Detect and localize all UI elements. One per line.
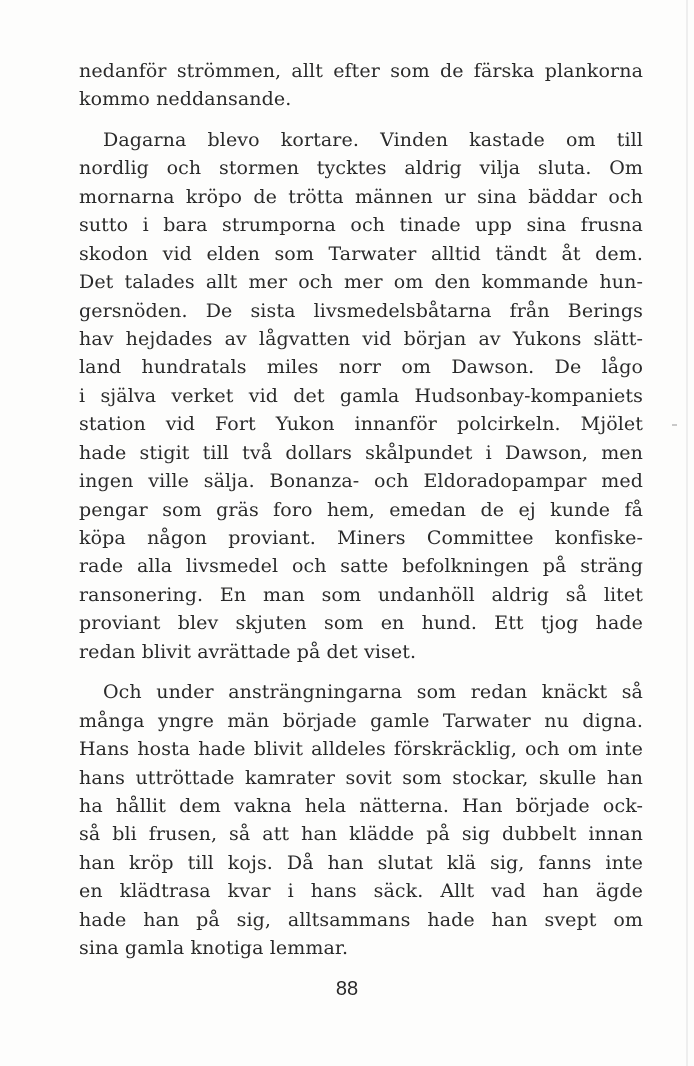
page-number: 88 [335,978,359,1000]
paragraph-1 [79,57,643,114]
text-line: Dagarna blevo kortare. Vinden kastade om till [103,128,643,151]
text-line: gersnöden. De sista livsmedelsbåtarna från Berings [79,299,643,322]
text-line: en klädtrasa kvar i hans säck. Allt vad han ägde [79,880,643,903]
text-line: station vid Fort Yukon innanför polcirkeln. Mjölet [79,413,643,436]
text-line: han kröp till kojs. Då han slutat klä sig, fanns inte [79,851,643,874]
text-line: hade han på sig, alltsammans hade han svept om [79,908,643,931]
text-line: hans uttröttade kamrater sovit som stockar, skulle han [79,766,643,789]
text-line: proviant blev skjuten som en hund. Ett tjog hade [79,612,643,635]
text-line: Det talades allt mer och mer om den kommande hun- [79,271,643,294]
text-line: hav hejdades av lågvatten vid början av Yukons slätt- [79,327,643,350]
body-text [79,57,643,963]
text-line: nedanför strömmen, allt efter som de färska plankorna [79,60,643,82]
text-line: kommo neddansande. [79,88,292,111]
text-line: mornarna kröpo de trötta männen ur sina bäddar och [79,185,643,208]
text-line: många yngre män började gamle Tarwater nu digna. [79,709,643,732]
paragraph-2 [79,126,643,666]
page-edge-shadow [686,0,688,1066]
text-line: i själva verket vid det gamla Hudsonbay-kompaniets [79,384,643,407]
text-line: sina gamla knotiga lemmar. [79,937,349,960]
text-line: köpa någon proviant. Miners Committee konfiske- [79,527,643,549]
text-line: rade alla livsmedel och satte befolkningen på sträng [79,555,643,578]
margin-mark [672,424,677,426]
paragraph-3 [79,678,643,962]
text-line: skodon vid elden som Tarwater alltid tändt åt dem. [79,242,643,265]
text-line: redan blivit avrättade på det viset. [79,640,417,663]
text-line: ingen ville sälja. Bonanza- och Eldoradopampar med [79,470,643,493]
text-line: land hundratals miles norr om Dawson. De lågo [79,356,643,379]
text-line: ransonering. En man som undanhöll aldrig så litet [79,583,643,606]
text-line: ha hållit dem vakna hela nätterna. Han började ock- [79,794,643,817]
text-line: pengar som gräs foro hem, emedan de ej kunde få [79,498,643,521]
text-line: sutto i bara strumporna och tinade upp sina frusna [79,214,643,237]
text-line: hade stigit till två dollars skålpundet i Dawson, men [79,441,643,464]
text-line: nordlig och stormen tycktes aldrig vilja sluta. Om [79,157,643,180]
text-line: Hans hosta hade blivit alldeles förskräcklig, och om inte [79,738,643,761]
text-line: Och under ansträngningarna som redan knäckt så [103,681,643,704]
text-line: så bli frusen, så att han klädde på sig dubbelt innan [79,823,643,846]
